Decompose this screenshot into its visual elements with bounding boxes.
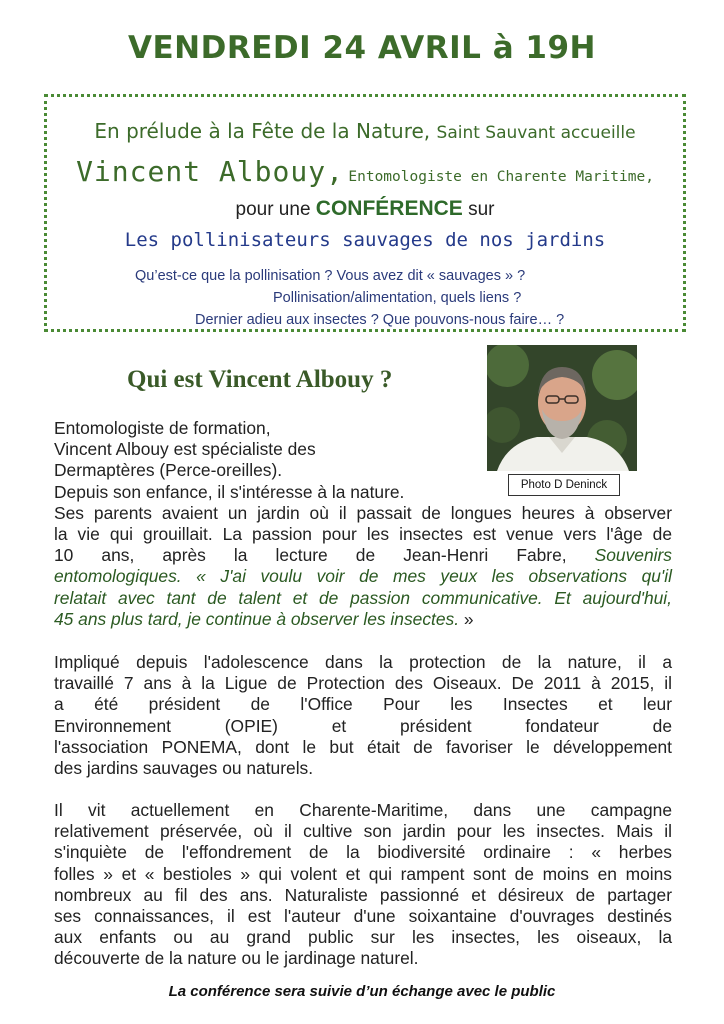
quote-text: relatait avec tant de talent et de passion communicative. Et aujourd'hui, xyxy=(54,587,672,608)
text-line: Depuis son enfance, il s'intéresse à la nature. xyxy=(54,481,405,502)
conference-line xyxy=(47,197,683,221)
text-line: aux enfants ou au grand public sur les insectes, les oiseaux, la xyxy=(54,927,672,948)
text-line: Impliqué depuis l'adolescence dans la protection de la nature, il a xyxy=(54,652,672,672)
text-segment: 10 ans, après la lecture de Jean-Henri Fabre, xyxy=(54,545,567,566)
text-line: découverte de la nature ou le jardinage naturel. xyxy=(54,948,419,969)
text-line: l'association PONEMA, dont le but était de favoriser le développement xyxy=(54,736,672,757)
bio-paragraph-2 xyxy=(54,652,672,779)
text-line: Vincent Albouy est spécialiste des xyxy=(54,439,316,460)
text-line: ses connaissances, il est l'auteur d'une soixantaine d'ouvrages destinés xyxy=(54,906,672,927)
conference-word: CONFÉRENCE xyxy=(315,197,463,220)
conference-topic: Les pollinisateurs sauvages de nos jardins xyxy=(124,229,606,251)
conference-prefix: pour une xyxy=(235,199,311,220)
text-line xyxy=(54,566,672,587)
text-line: relativement préservée, où il cultive son jardin pour les insectes. Mais il xyxy=(54,821,672,842)
quote-close: » xyxy=(459,608,474,629)
announcement-box xyxy=(44,94,686,332)
speaker-line xyxy=(47,155,683,188)
footer-note: La conférence sera suivie d’un échange avec le public xyxy=(168,983,556,1000)
text-line: la vie qui grouillait. La passion pour les insectes est venue vers l'âge de xyxy=(54,524,672,545)
text-line: a été président de l'Office Pour les Insectes et leur xyxy=(54,694,672,715)
question-3: Dernier adieu aux insectes ? Que pouvons-nous faire… ? xyxy=(195,312,565,328)
text-line: nombreux au fil des ans. Naturaliste passionné et désireux de partager xyxy=(54,884,672,905)
text-line: Il vit actuellement en Charente-Maritime, dans une campagne xyxy=(54,800,672,820)
quote-text: . « J'ai voulu voir de mes yeux les observations qu'il xyxy=(176,566,672,587)
bio-paragraph-1 xyxy=(54,418,672,630)
prelude-line xyxy=(47,119,683,143)
text-line: s'inquiète de l'effondrement de la biodiversité ordinaire : « herbes xyxy=(54,842,672,863)
speaker-role: Entomologiste en Charente Maritime, xyxy=(348,169,654,185)
text-line: Environnement (OPIE) et président fondateur de xyxy=(54,715,672,736)
question-1: Qu’est-ce que la pollinisation ? Vous avez dit « sauvages » ? xyxy=(135,268,526,284)
conference-suffix: sur xyxy=(468,199,495,220)
text-line: travaillé 7 ans à la Ligue de Protection des Oiseaux. De 2011 à 2015, il xyxy=(54,673,672,694)
host-text: Saint Sauvant accueille xyxy=(436,123,636,143)
bio-paragraph-3 xyxy=(54,800,672,970)
book-title: Souvenirs xyxy=(594,545,672,566)
text-line: Ses parents avaient un jardin où il passait de longues heures à observer xyxy=(54,502,672,523)
text-line xyxy=(54,588,672,609)
text-line: Dermaptères (Perce-oreilles). xyxy=(54,460,283,481)
quote-text: 45 ans plus tard, je continue à observer les insectes. xyxy=(54,608,460,629)
prelude-text: En prélude à la Fête de la Nature, xyxy=(94,119,431,143)
event-date: VENDREDI 24 AVRIL à 19H xyxy=(127,30,596,66)
speaker-name: Vincent Albouy, xyxy=(76,155,344,188)
question-2: Pollinisation/alimentation, quels liens ? xyxy=(273,290,522,306)
bio-heading: Qui est Vincent Albouy ? xyxy=(127,366,393,393)
text-line xyxy=(54,545,672,566)
text-line: Entomologiste de formation, xyxy=(54,418,271,438)
text-line: des jardins sauvages ou naturels. xyxy=(54,758,314,779)
photo-caption: Photo D Deninck xyxy=(508,474,620,496)
book-title-end: entomologiques xyxy=(54,566,177,587)
text-line: folles » et « bestioles » qui volent et qui rampent sont de moins en moins xyxy=(54,863,672,884)
text-line xyxy=(54,609,672,630)
